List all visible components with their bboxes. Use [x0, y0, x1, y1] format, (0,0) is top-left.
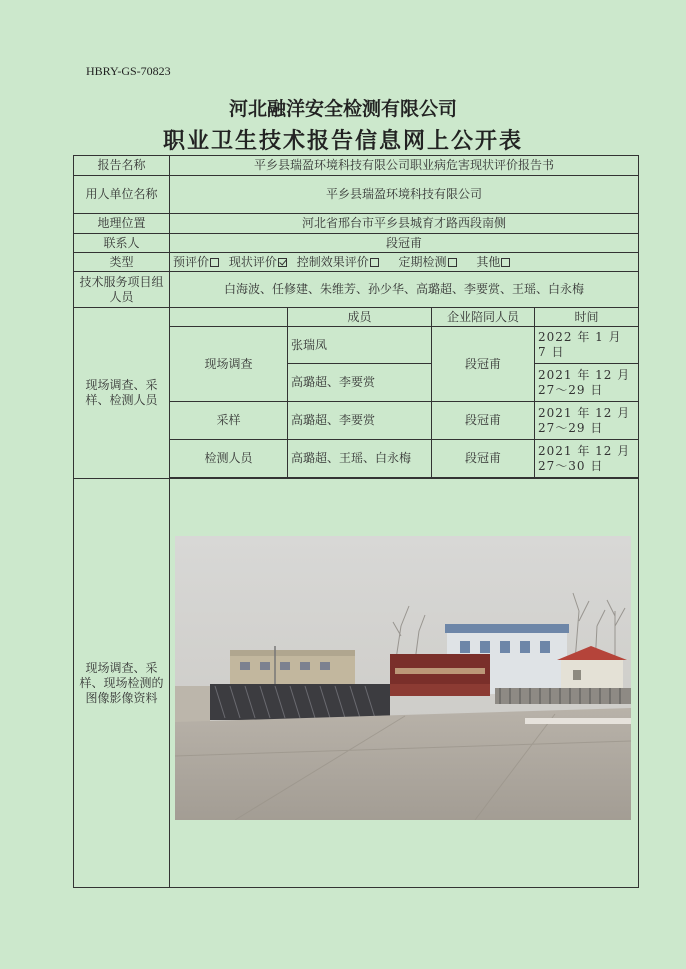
checkbox-checked-icon[interactable] — [278, 258, 287, 267]
factory-gate-image — [175, 536, 631, 820]
type-option-other[interactable] — [476, 255, 510, 269]
survey-header-row — [74, 308, 639, 327]
type-option-status-eval[interactable] — [229, 255, 287, 269]
contact-value: 段冠甫 — [170, 234, 639, 253]
type-option-control-eval[interactable] — [297, 255, 379, 269]
sampling-time: 2021 年 12 月 27～29 日 — [535, 402, 639, 440]
checkbox-icon[interactable] — [210, 258, 219, 267]
testing-member: 高璐超、王瑶、白永梅 — [288, 440, 432, 478]
contact-label: 联系人 — [74, 234, 170, 253]
header-escort: 企业陪同人员 — [432, 308, 535, 327]
testing-escort: 段冠甫 — [432, 440, 535, 478]
option-label: 其他 — [476, 254, 501, 269]
testing-time: 2021 年 12 月 27～30 日 — [535, 440, 639, 478]
team-value: 白海波、任修建、朱维芳、孙少华、高璐超、李要赏、王瑶、白永梅 — [170, 272, 639, 308]
onsite-member-1: 张瑞凤 — [288, 327, 432, 364]
company-name: 河北融洋安全检测有限公司 — [228, 98, 457, 120]
onsite-time-1: 2022 年 1 月 7 日 — [535, 327, 639, 364]
checkbox-icon[interactable] — [448, 258, 457, 267]
employer-value: 平乡县瑞盈环境科技有限公司 — [170, 176, 639, 214]
report-name-label: 报告名称 — [74, 156, 170, 176]
report-name-value: 平乡县瑞盈环境科技有限公司职业病危害现状评价报告书 — [170, 156, 639, 176]
type-option-periodic[interactable] — [399, 255, 457, 269]
document-code: HBRY-GS-70823 — [86, 64, 171, 78]
image-section-label: 现场调查、采样、现场检测的图像影像资料 — [74, 479, 170, 888]
team-label: 技术服务项目组人员 — [74, 272, 170, 308]
survey-header-blank — [170, 308, 288, 327]
option-label: 控制效果评价 — [296, 254, 369, 269]
testing-label: 检测人员 — [170, 440, 288, 478]
checkbox-icon[interactable] — [370, 258, 379, 267]
location-label: 地理位置 — [74, 214, 170, 234]
option-label: 现状评价 — [228, 254, 277, 269]
type-label: 类型 — [74, 253, 170, 272]
image-cell — [170, 479, 639, 888]
type-options — [170, 253, 639, 272]
row-location — [74, 214, 639, 234]
row-team — [74, 272, 639, 308]
site-photo — [175, 536, 631, 820]
onsite-label: 现场调查 — [170, 327, 288, 402]
sampling-member: 高璐超、李要赏 — [288, 402, 432, 440]
option-label: 定期检测 — [398, 254, 447, 269]
location-value: 河北省邢台市平乡县城育才路西段南侧 — [170, 214, 639, 234]
employer-label: 用人单位名称 — [74, 176, 170, 214]
onsite-escort: 段冠甫 — [432, 327, 535, 402]
page-title: 职业卫生技术报告信息网上公开表 — [162, 128, 523, 154]
option-label: 预评价 — [173, 254, 210, 269]
info-table — [73, 155, 639, 888]
row-type — [74, 253, 639, 272]
type-option-pre-eval[interactable] — [173, 255, 219, 269]
checkbox-icon[interactable] — [501, 258, 510, 267]
header-time: 时间 — [535, 308, 639, 327]
image-row — [74, 479, 639, 888]
onsite-member-2: 高璐超、李要赏 — [288, 364, 432, 402]
row-employer — [74, 176, 639, 214]
onsite-time-2: 2021 年 12 月 27～29 日 — [535, 364, 639, 402]
header-member: 成员 — [288, 308, 432, 327]
survey-label: 现场调查、采样、检测人员 — [74, 308, 170, 479]
row-contact — [74, 234, 639, 253]
sampling-label: 采样 — [170, 402, 288, 440]
row-report-name — [74, 156, 639, 176]
sampling-escort: 段冠甫 — [432, 402, 535, 440]
